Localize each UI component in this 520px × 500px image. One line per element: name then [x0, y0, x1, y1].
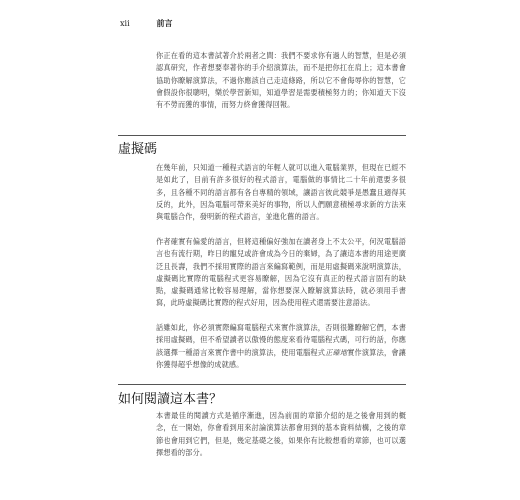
section-divider: [118, 384, 406, 385]
paragraph-text: 實作演算法，會讓你獲得超乎想像的成就感。: [156, 347, 406, 369]
chapter-title: 前言: [156, 19, 173, 28]
paragraph-text: 話雖如此，你必須實際編寫電腦程式來實作演算法，否則很難瞭解它們，本書採用虛擬碼，但不希望讀者以傲慢的態度來看待電腦程式碼，可行的話，你應該選擇一種語言來實作書中的演算法，使用電腦程式: [156, 323, 406, 357]
running-header: [120, 18, 173, 29]
paragraph-intro: 你正在看的這本書試著介於兩者之間：我們不要求你有過人的智慧，但是必須認真研究，作者想要奉著你的手介紹演算法，而不是把你扛在肩上；這本書會協助你瞭解演算法，不過你應該自己走這條路，所以它不會侮辱你的智慧，它會假設你很聰明，樂於學習新知，知道學習是需要積極努力的；你知道天下沒有不勞而獲的事情，而努力終會獲得回報。: [156, 51, 406, 110]
paragraph-pseudocode: 作者確實有偏愛的語言，但將這種偏好強加在讀者身上不太公平，何況電腦語言也有流行期，昨日的寵兒或許會成為今日的棄婦，為了讓這本書的用途更廣泛且長壽，我們不採用實際的語言來編寫範例，而是用虛擬碼來說明演算法，虛擬碼比實際的電腦程式更容易瞭解，因為它沒有真正的程式語言固有的缺點，虛擬碼通常比較容易理解，當你想要深入瞭解演算法時，就必須用手書寫，此時虛擬碼比實際的程式好用，因為使用程式還需要注意語法。: [156, 237, 406, 308]
section-divider: [118, 135, 406, 136]
section-title-how-to-read: 如何閱讀這本書？: [118, 392, 223, 407]
emphasis-text: 正確地: [325, 347, 348, 357]
paragraph-languages: 在幾年前，只知道一種程式語言的年輕人就可以進入電腦業界，但現在已經不是如此了，目前有許多很好的程式語言，電腦做的事情比二十年前還要多很多，且各種不同的語言都有各自專精的領域，讓語言彼此競爭是愚蠢且適得其反的，此外，因為電腦可帶來美好的事物，所以人們願意積極尋求新的方法來與電腦合作，發明新的程式語言，並進化舊的語言。: [156, 163, 406, 222]
page-number: xii: [120, 19, 130, 28]
paragraph-implement: [156, 322, 406, 371]
paragraph-how-to-read: 本書最佳的閱讀方式是循序漸進，因為前面的章節介紹的是之後會用到的概念，在一開始，你會看到用來討論演算法都會用到的基本資料結構，之後的章節也會用到它們，但是，幾定基礎之後，如果你有比較想看的章節，也可以選擇想看的部分。: [156, 411, 406, 457]
section-title-pseudocode: 虛擬碼: [118, 142, 158, 157]
